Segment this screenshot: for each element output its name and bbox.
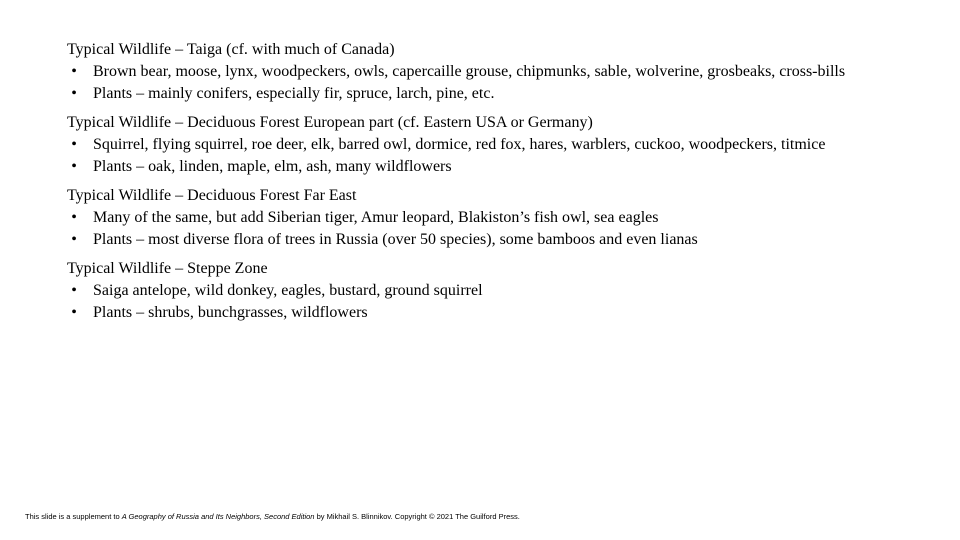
section-title: Typical Wildlife – Steppe Zone <box>67 260 268 277</box>
footer-suffix: by Mikhail S. Blinnikov. Copyright © 2021 The Guilford Press. <box>314 512 520 521</box>
bullet-icon: • <box>71 85 77 102</box>
bullet-icon: • <box>71 136 77 153</box>
bullet-text: Squirrel, flying squirrel, roe deer, elk, barred owl, dormice, red fox, hares, warblers, cuckoo, woodpeckers, titmice <box>93 136 826 153</box>
bullet-text: Plants – shrubs, bunchgrasses, wildflowers <box>93 304 368 321</box>
bullet-icon: • <box>71 231 77 248</box>
section-deciduous-far-east <box>67 185 897 250</box>
footer-prefix: This slide is a supplement to <box>25 512 122 521</box>
bullet-item <box>67 229 897 250</box>
section-title: Typical Wildlife – Deciduous Forest European part (cf. Eastern USA or Germany) <box>67 114 593 131</box>
bullet-text: Plants – most diverse flora of trees in Russia (over 50 species), some bamboos and even lianas <box>93 231 698 248</box>
section-taiga <box>67 39 897 104</box>
bullet-item <box>67 61 897 82</box>
bullet-item <box>67 280 897 301</box>
bullet-item <box>67 156 897 177</box>
copyright-footer <box>25 512 520 522</box>
bullet-list <box>67 134 897 177</box>
slide-content <box>67 39 897 331</box>
bullet-list <box>67 61 897 104</box>
section-deciduous-european <box>67 112 897 177</box>
bullet-icon: • <box>71 209 77 226</box>
section-title: Typical Wildlife – Deciduous Forest Far East <box>67 187 357 204</box>
footer-book-title: A Geography of Russia and Its Neighbors, Second Edition <box>121 512 315 521</box>
bullet-item <box>67 134 897 155</box>
bullet-item <box>67 207 897 228</box>
bullet-item <box>67 302 897 323</box>
bullet-list <box>67 280 897 323</box>
bullet-text: Plants – mainly conifers, especially fir, spruce, larch, pine, etc. <box>93 85 495 102</box>
section-title: Typical Wildlife – Taiga (cf. with much of Canada) <box>67 41 395 58</box>
bullet-text: Plants – oak, linden, maple, elm, ash, many wildflowers <box>93 158 452 175</box>
bullet-text: Brown bear, moose, lynx, woodpeckers, owls, capercaille grouse, chipmunks, sable, wolverine, grosbeaks, cross-bills <box>93 63 846 80</box>
bullet-list <box>67 207 897 250</box>
section-steppe <box>67 258 897 323</box>
bullet-icon: • <box>71 304 77 321</box>
bullet-icon: • <box>71 282 77 299</box>
bullet-icon: • <box>71 63 77 80</box>
bullet-text: Saiga antelope, wild donkey, eagles, bustard, ground squirrel <box>93 282 483 299</box>
bullet-icon: • <box>71 158 77 175</box>
bullet-item <box>67 83 897 104</box>
bullet-text: Many of the same, but add Siberian tiger, Amur leopard, Blakiston’s fish owl, sea eagles <box>93 209 659 226</box>
